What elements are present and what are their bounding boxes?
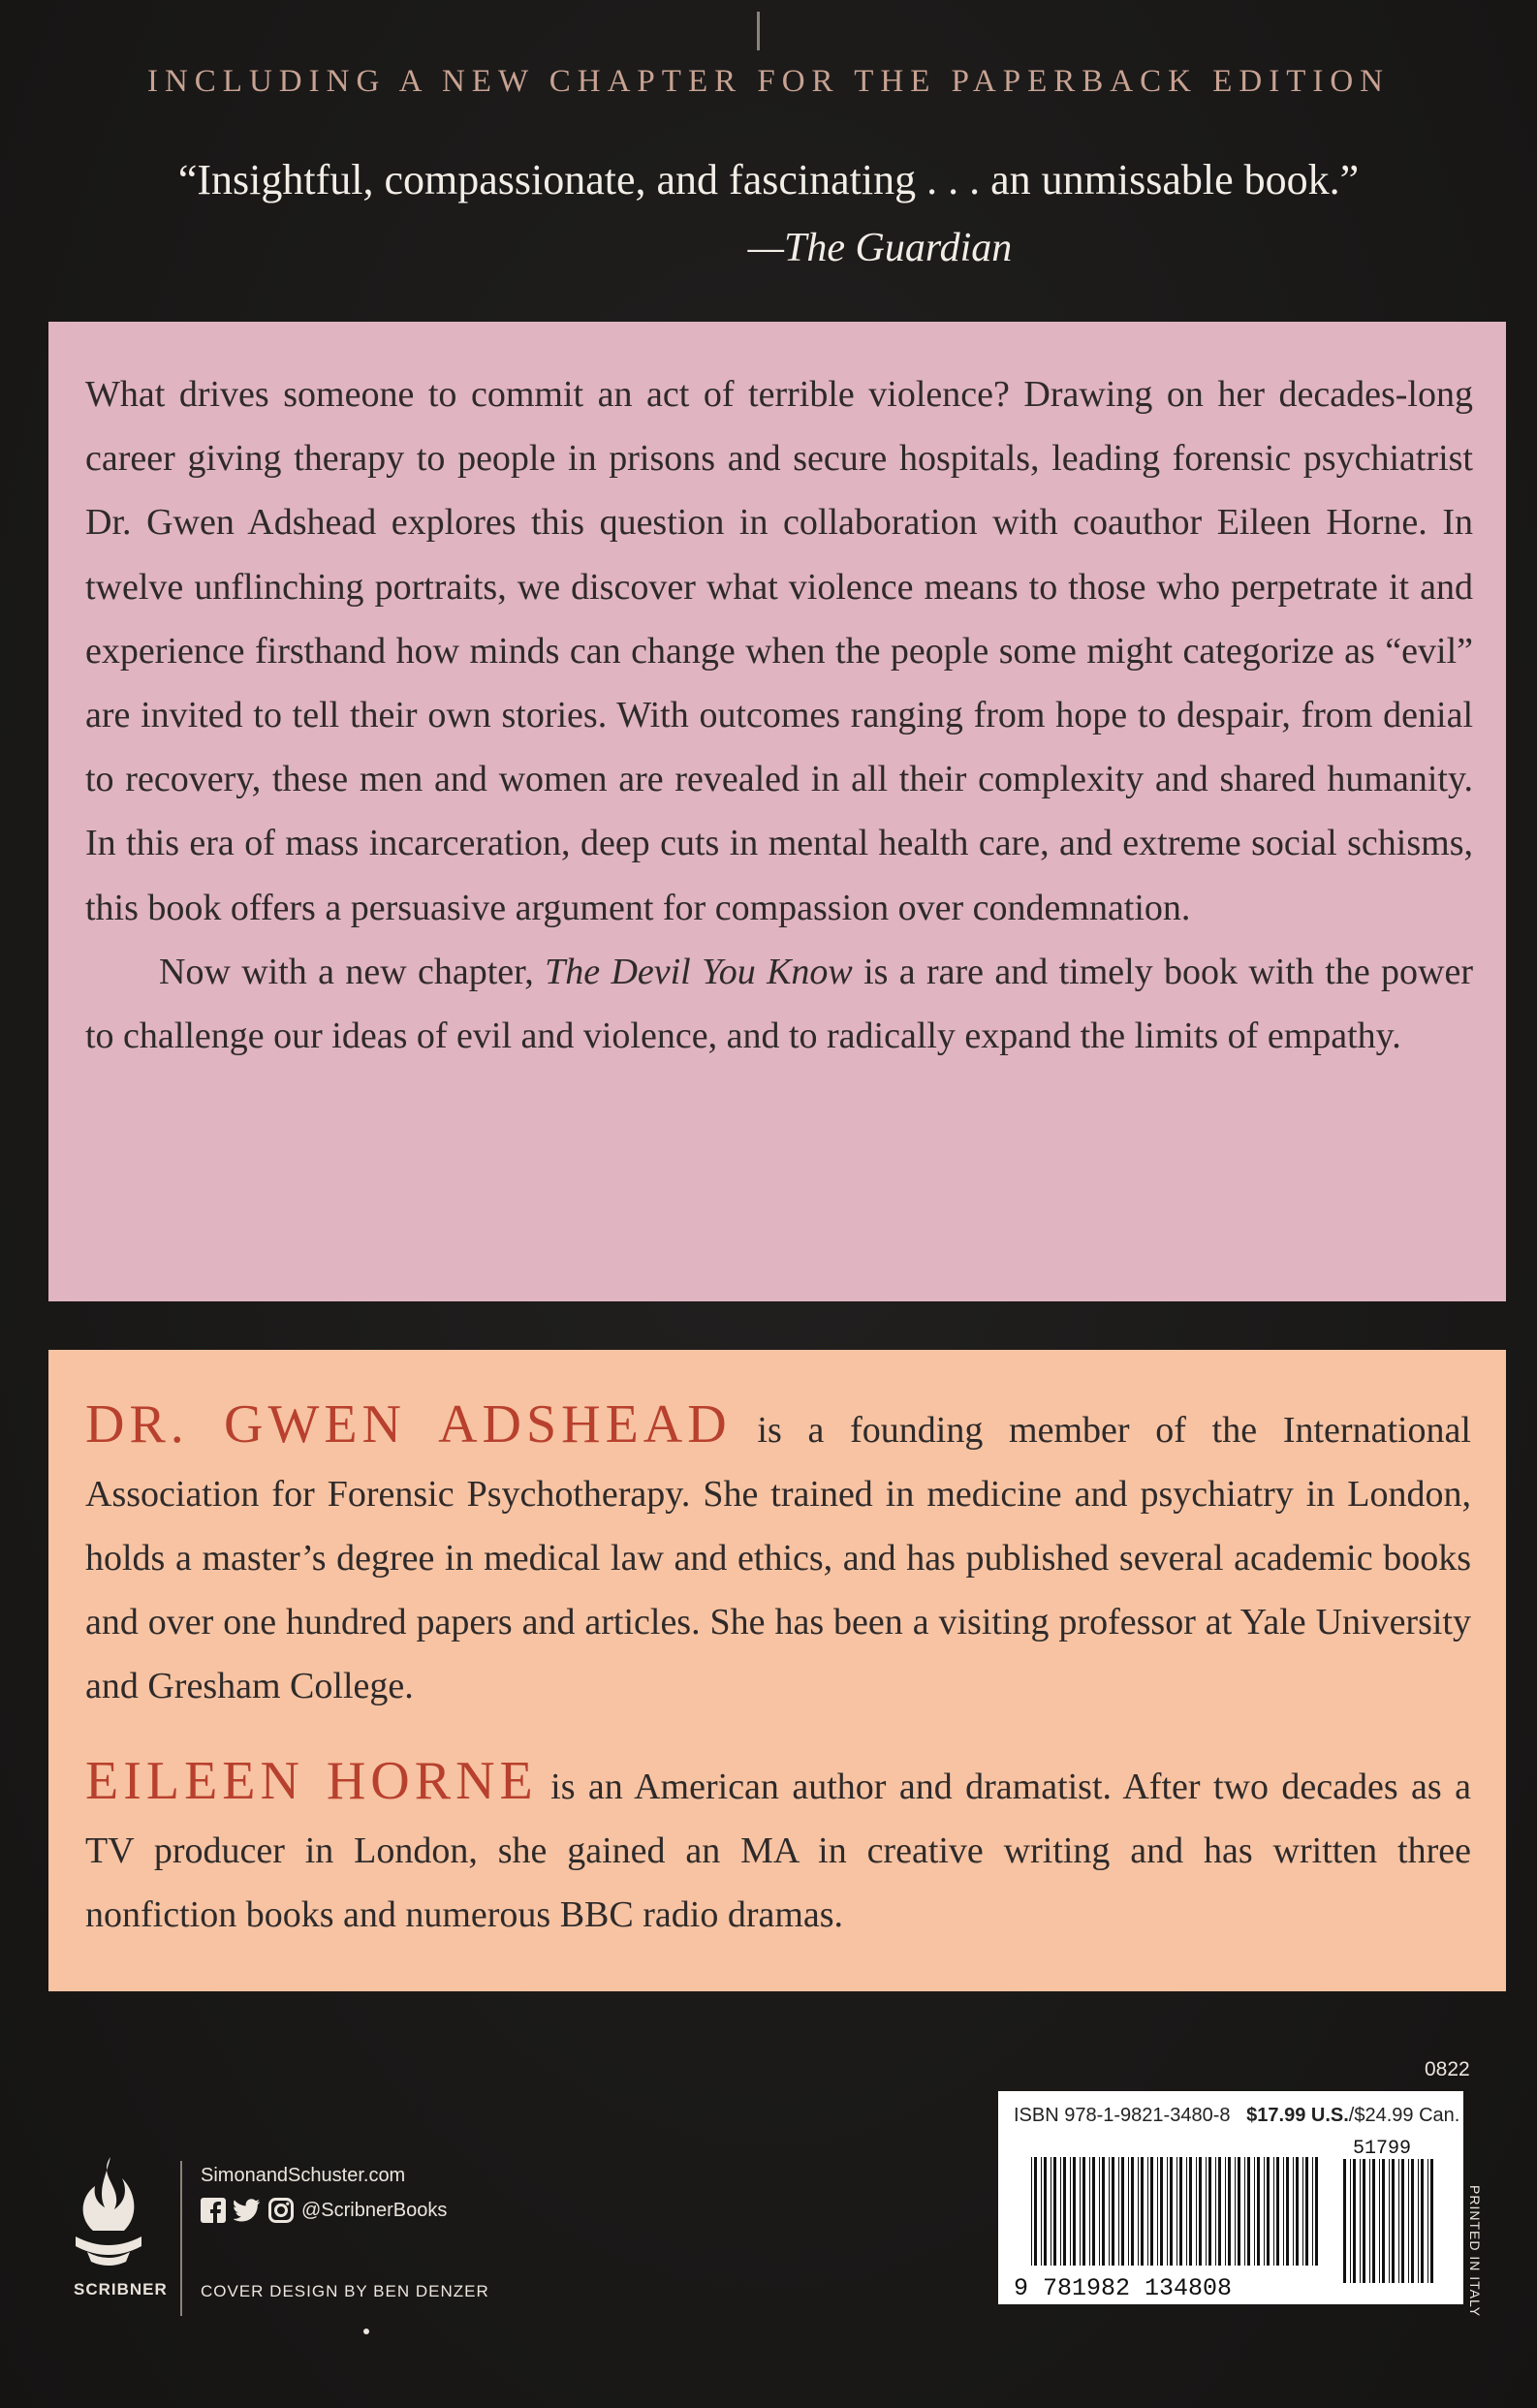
spine-dot xyxy=(363,2329,369,2334)
barcode-bar xyxy=(1208,2157,1211,2266)
blurb-paragraph-2-lead: Now with a new chapter, xyxy=(159,951,546,992)
author-name-adshead: DR. GWEN ADSHEAD xyxy=(85,1394,732,1454)
barcode-bar xyxy=(1273,2157,1274,2266)
social-handle[interactable]: @ScribnerBooks xyxy=(301,2199,448,2221)
barcode-bar xyxy=(1218,2157,1221,2266)
barcode-bar xyxy=(1369,2159,1370,2283)
barcode-bar xyxy=(1430,2159,1433,2283)
barcode-bar xyxy=(1254,2157,1255,2266)
barcode-bar xyxy=(1389,2159,1390,2283)
barcode-bar xyxy=(1421,2159,1424,2283)
barcode-number: 9 781982 134808 xyxy=(1014,2274,1233,2300)
barcode-bar xyxy=(1080,2157,1081,2266)
barcode-bar xyxy=(1109,2157,1110,2266)
twitter-icon[interactable] xyxy=(234,2199,261,2222)
barcode-bar xyxy=(1053,2157,1056,2266)
isbn-label: ISBN 978-1-9821-3480-8 xyxy=(1014,2105,1231,2126)
barcode-bar xyxy=(1196,2157,1197,2266)
barcode-bar xyxy=(1408,2159,1409,2283)
barcode-bar xyxy=(1073,2157,1076,2266)
barcode-bar xyxy=(1118,2157,1119,2266)
barcode-bar xyxy=(1150,2157,1153,2266)
print-code: 0822 xyxy=(1425,2058,1470,2080)
barcode-bar xyxy=(1296,2157,1299,2266)
barcode-bar xyxy=(1286,2157,1289,2266)
barcode-bar xyxy=(1283,2157,1284,2266)
blurb-panel xyxy=(48,322,1506,1301)
barcode-bar xyxy=(1170,2157,1173,2266)
instagram-icon[interactable] xyxy=(268,2198,294,2223)
barcode-bar xyxy=(1315,2157,1318,2266)
price-us: $17.99 U.S. xyxy=(1246,2105,1349,2126)
barcode-bar xyxy=(1276,2157,1279,2266)
barcode-bar xyxy=(1138,2157,1139,2266)
addon-barcode-bars xyxy=(1343,2159,1433,2283)
barcode-panel xyxy=(998,2091,1463,2304)
barcode-bar xyxy=(1418,2159,1419,2283)
barcode-bar xyxy=(1379,2159,1380,2283)
barcode-bar xyxy=(1244,2157,1245,2266)
barcode-bar xyxy=(1247,2157,1250,2266)
barcode-bar xyxy=(1157,2157,1158,2266)
barcode-bar xyxy=(1382,2159,1385,2283)
barcode-bar xyxy=(1392,2159,1395,2283)
barcode-bar xyxy=(1131,2157,1134,2266)
barcode-bar xyxy=(1401,2159,1404,2283)
review-quote: “Insightful, compassionate, and fascinating . . . an unmissable book.” xyxy=(177,156,1360,203)
barcode-bar xyxy=(1228,2157,1231,2266)
barcode-bar xyxy=(1343,2159,1346,2283)
blurb-paragraph-2-rest: is a rare and timely book with the power to challenge our ideas of evil and violence, and to radically expand the limits of empathy. xyxy=(85,951,1473,1057)
barcode-bar xyxy=(1312,2157,1313,2266)
edition-tagline: INCLUDING A NEW CHAPTER FOR THE PAPERBACK EDITION xyxy=(146,64,1391,99)
barcode-bar xyxy=(1060,2157,1061,2266)
barcode-bar xyxy=(1305,2157,1308,2266)
barcode-bar xyxy=(1189,2157,1192,2266)
barcode-bar xyxy=(1238,2157,1240,2266)
barcode-bar xyxy=(1363,2159,1365,2283)
barcode-bar xyxy=(1089,2157,1090,2266)
publisher-name: SCRIBNER xyxy=(74,2280,168,2299)
publisher-website[interactable]: SimonandSchuster.com xyxy=(201,2165,406,2186)
author-bio-panel xyxy=(48,1350,1506,1991)
barcode-bar xyxy=(1102,2157,1105,2266)
footer-divider xyxy=(180,2161,182,2316)
author-bio-adshead xyxy=(85,1394,1471,1718)
barcode-bar xyxy=(1264,2157,1265,2266)
facebook-icon[interactable] xyxy=(201,2198,226,2223)
barcode-bar xyxy=(1112,2157,1114,2266)
barcode-bar xyxy=(1353,2159,1356,2283)
barcode-bar xyxy=(1225,2157,1226,2266)
isbn-barcode xyxy=(1008,2138,1454,2300)
barcode-bar xyxy=(1041,2157,1042,2266)
barcode-bar xyxy=(1360,2159,1361,2283)
barcode-bar xyxy=(1121,2157,1124,2266)
barcode-bar xyxy=(1031,2157,1032,2266)
author-name-horne: EILEEN HORNE xyxy=(85,1751,538,1811)
main-barcode-bars xyxy=(1031,2157,1318,2266)
barcode-bar xyxy=(1235,2157,1236,2266)
barcode-bar xyxy=(1176,2157,1177,2266)
barcode-bar xyxy=(1267,2157,1270,2266)
barcode-bar xyxy=(1411,2159,1414,2283)
barcode-bar xyxy=(1092,2157,1095,2266)
barcode-bar xyxy=(1082,2157,1085,2266)
review-attribution: —The Guardian xyxy=(747,226,1013,270)
barcode-bar xyxy=(1147,2157,1148,2266)
barcode-bar xyxy=(1199,2157,1202,2266)
barcode-bar xyxy=(1206,2157,1207,2266)
social-links xyxy=(201,2196,447,2225)
blurb-text xyxy=(85,362,1473,1068)
barcode-bar xyxy=(1141,2157,1144,2266)
barcode-bar xyxy=(1186,2157,1187,2266)
barcode-bar xyxy=(1350,2159,1351,2283)
barcode-bar xyxy=(1167,2157,1168,2266)
addon-number: 51799 xyxy=(1353,2138,1412,2160)
book-title: The Devil You Know xyxy=(545,951,853,992)
barcode-bar xyxy=(1044,2157,1047,2266)
barcode-bar xyxy=(1257,2157,1260,2266)
author-bio-horne xyxy=(85,1751,1471,1947)
blurb-paragraph-1: What drives someone to commit an act of terrible violence? Drawing on her decades-long career giving therapy to people in prisons and secure hospitals, leading forensic psychiatrist Dr. Gwen Adshead explores this question in collaboration with coauthor Eileen Horne. In twelve unflinching portraits, we discover what violence means to those who perpetrate it and experience firsthand how minds can change when the people some might categorize as “evil” are invited to tell their own stories. With outcomes ranging from hope to despair, from denial to recovery, these men and women are revealed in all their complexity and shared humanity. In this era of mass incarceration, deep cuts in mental health care, and extreme social schisms, this book offers a persuasive argument for compassion over condemnation. xyxy=(85,374,1473,928)
author-bio-adshead-text: is a founding member of the International Association for Forensic Psychotherapy. She trained in medicine and psychiatry in London, holds a master’s degree in medical law and ethics, and has published several academic books and over one hundred papers and articles. She has been a visiting professor at Yale University and Gresham College. xyxy=(85,1410,1471,1706)
isbn-price-line xyxy=(1014,2105,1459,2127)
barcode-bar xyxy=(1398,2159,1399,2283)
author-bio-horne-text: is an American author and dramatist. After two decades as a TV producer in London, she gained an MA in creative writing and has written three nonfiction books and numerous BBC radio dramas. xyxy=(85,1767,1471,1935)
scribner-flame-logo-icon xyxy=(68,2153,149,2269)
barcode-bar xyxy=(1293,2157,1294,2266)
barcode-bar xyxy=(1034,2157,1037,2266)
barcode-bar xyxy=(1427,2159,1428,2283)
barcode-bar xyxy=(1128,2157,1129,2266)
barcode-bar xyxy=(1302,2157,1303,2266)
barcode-bar xyxy=(1372,2159,1375,2283)
barcode-bar xyxy=(1215,2157,1216,2266)
barcode-bar xyxy=(1179,2157,1182,2266)
price-can: /$24.99 Can. xyxy=(1348,2105,1460,2126)
barcode-bar xyxy=(1099,2157,1100,2266)
crop-mark xyxy=(757,12,760,50)
barcode-bar xyxy=(1063,2157,1066,2266)
cover-design-credit: COVER DESIGN BY BEN DENZER xyxy=(201,2282,489,2300)
barcode-bar xyxy=(1160,2157,1163,2266)
blurb-paragraph-2 xyxy=(85,940,1473,1068)
barcode-bar xyxy=(1070,2157,1071,2266)
printed-in-label: PRINTED IN ITALY xyxy=(1467,2185,1483,2318)
